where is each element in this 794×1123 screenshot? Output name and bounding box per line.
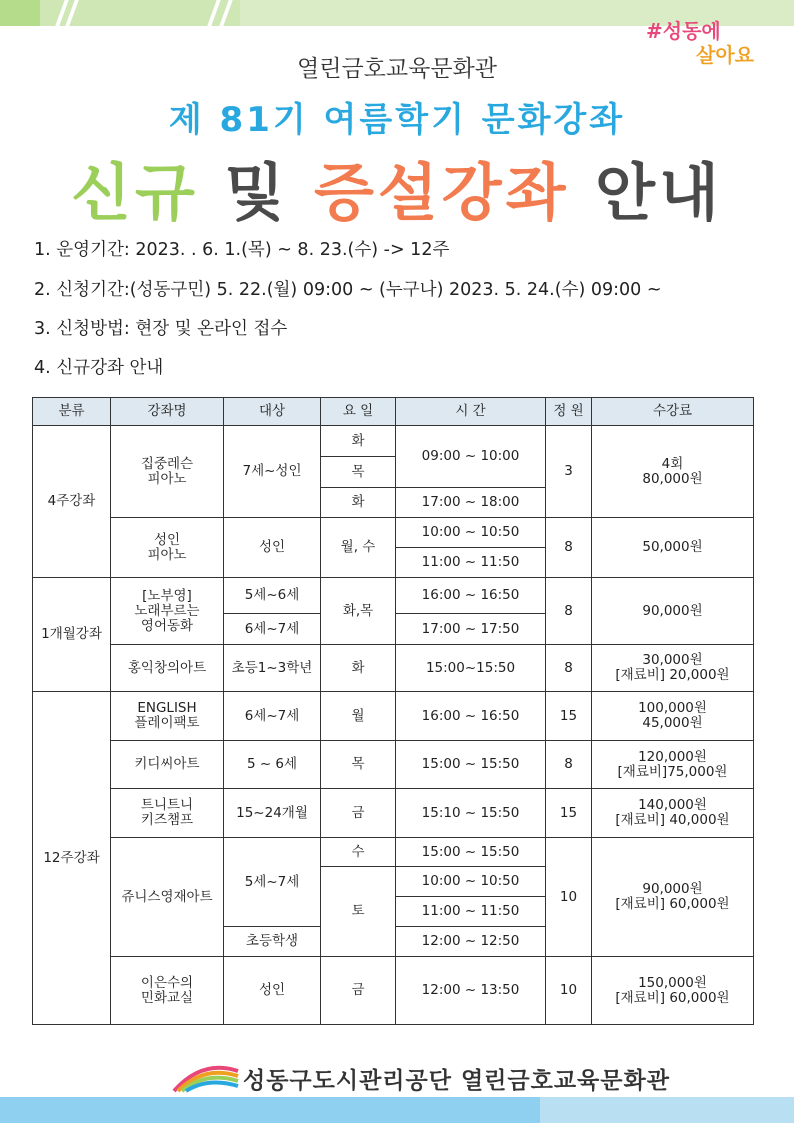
capacity-cell: 10 xyxy=(546,838,592,957)
fee-cell: 140,000원 [재료비] 40,000원 xyxy=(592,789,754,838)
target-cell: 6세~7세 xyxy=(224,692,321,741)
bottom-decorative-bar xyxy=(0,1097,794,1123)
day-cell: 월 xyxy=(321,692,396,741)
table-row xyxy=(33,789,754,838)
col-header-fee: 수강료 xyxy=(592,398,754,426)
time-cell: 16:00 ~ 16:50 xyxy=(396,578,546,614)
course-name: 이은수의 민화교실 xyxy=(111,957,224,1025)
time-cell: 11:00 ~ 11:50 xyxy=(396,897,546,927)
course-schedule-table xyxy=(32,397,754,1025)
target-cell: 6세~7세 xyxy=(224,614,321,645)
col-header-day: 요 일 xyxy=(321,398,396,426)
fee-cell: 150,000원 [재료비] 60,000원 xyxy=(592,957,754,1025)
fee-cell: 50,000원 xyxy=(592,518,754,578)
capacity-cell: 15 xyxy=(546,789,592,838)
target-cell: 5세~7세 xyxy=(224,838,321,927)
page-title xyxy=(0,143,794,232)
day-cell: 금 xyxy=(321,789,396,838)
course-name: 트니트니 키즈챔프 xyxy=(111,789,224,838)
col-header-time: 시 간 xyxy=(396,398,546,426)
table-row xyxy=(33,692,754,741)
time-cell: 09:00 ~ 10:00 xyxy=(396,426,546,488)
target-cell: 성인 xyxy=(224,957,321,1025)
course-name: [노부영] 노래부르는 영어동화 xyxy=(111,578,224,645)
day-cell: 금 xyxy=(321,957,396,1025)
page-subtitle: 제 81기 여름학기 문화강좌 xyxy=(168,100,626,140)
info-new-courses: 4. 신규강좌 안내 xyxy=(34,358,164,378)
table-header-row xyxy=(33,398,754,426)
time-cell: 15:00 ~ 15:50 xyxy=(396,838,546,867)
target-cell: 15~24개월 xyxy=(224,789,321,838)
time-cell: 17:00 ~ 18:00 xyxy=(396,488,546,518)
day-cell: 화 xyxy=(321,426,396,457)
target-cell: 5세~6세 xyxy=(224,578,321,614)
fee-cell: 90,000원 xyxy=(592,578,754,645)
svg-text:#성동에: #성동에 xyxy=(646,19,721,43)
info-application-period: 2. 신청기간:(성동구민) 5. 22.(월) 09:00 ~ (누구나) 2023. 5. 24.(수) 09:00 ~ xyxy=(34,280,662,300)
day-cell: 목 xyxy=(321,457,396,488)
day-cell: 화,목 xyxy=(321,578,396,645)
capacity-cell: 8 xyxy=(546,645,592,692)
target-cell: 5 ~ 6세 xyxy=(224,741,321,789)
capacity-cell: 3 xyxy=(546,426,592,518)
title-guide: 안내 xyxy=(595,156,723,229)
day-cell: 화 xyxy=(321,488,396,518)
capacity-cell: 8 xyxy=(546,741,592,789)
category-cell: 4주강좌 xyxy=(33,426,111,578)
fee-cell: 90,000원 [재료비] 60,000원 xyxy=(592,838,754,957)
table-row xyxy=(33,645,754,692)
course-name: 성인 피아노 xyxy=(111,518,224,578)
course-name: 키디씨아트 xyxy=(111,741,224,789)
title-expanded-courses: 증설강좌 xyxy=(313,156,570,229)
category-cell: 12주강좌 xyxy=(33,692,111,1025)
time-cell: 15:10 ~ 15:50 xyxy=(396,789,546,838)
time-cell: 15:00~15:50 xyxy=(396,645,546,692)
course-name: 홍익창의아트 xyxy=(111,645,224,692)
target-cell: 7세~성인 xyxy=(224,426,321,518)
target-cell: 초등학생 xyxy=(224,927,321,957)
info-period: 1. 운영기간: 2023. . 6. 1.(목) ~ 8. 23.(수) -> 12주 xyxy=(34,240,450,260)
footer-org-text: 성동구도시관리공단 열린금호교육문화관 xyxy=(243,1068,670,1094)
rainbow-logo-icon xyxy=(172,1061,242,1093)
time-cell: 12:00 ~ 13:50 xyxy=(396,957,546,1025)
fee-cell: 30,000원 [재료비] 20,000원 xyxy=(592,645,754,692)
time-cell: 11:00 ~ 11:50 xyxy=(396,548,546,578)
title-and: 및 xyxy=(224,156,289,229)
time-cell: 16:00 ~ 16:50 xyxy=(396,692,546,741)
category-cell: 1개월강좌 xyxy=(33,578,111,692)
fee-cell: 120,000원 [재료비]75,000원 xyxy=(592,741,754,789)
day-cell: 목 xyxy=(321,741,396,789)
course-name: 쥬니스영재아트 xyxy=(111,838,224,957)
table-row xyxy=(33,741,754,789)
time-cell: 10:00 ~ 10:50 xyxy=(396,867,546,897)
title-new: 신규 xyxy=(71,156,199,229)
day-cell: 월, 수 xyxy=(321,518,396,578)
time-cell: 12:00 ~ 12:50 xyxy=(396,927,546,957)
footer xyxy=(0,1055,794,1095)
target-cell: 성인 xyxy=(224,518,321,578)
fee-cell: 100,000원 45,000원 xyxy=(592,692,754,741)
info-application-method: 3. 신청방법: 현장 및 온라인 접수 xyxy=(34,319,288,339)
col-header-category: 분류 xyxy=(33,398,111,426)
fee-cell: 4회 80,000원 xyxy=(592,426,754,518)
col-header-course: 강좌명 xyxy=(111,398,224,426)
table-row xyxy=(33,838,754,867)
capacity-cell: 8 xyxy=(546,578,592,645)
table-row xyxy=(33,518,754,548)
table-row xyxy=(33,578,754,614)
day-cell: 화 xyxy=(321,645,396,692)
col-header-target: 대상 xyxy=(224,398,321,426)
capacity-cell: 8 xyxy=(546,518,592,578)
capacity-cell: 10 xyxy=(546,957,592,1025)
time-cell: 10:00 ~ 10:50 xyxy=(396,518,546,548)
time-cell: 15:00 ~ 15:50 xyxy=(396,741,546,789)
col-header-capacity: 정 원 xyxy=(546,398,592,426)
time-cell: 17:00 ~ 17:50 xyxy=(396,614,546,645)
table-row xyxy=(33,957,754,1025)
day-cell: 토 xyxy=(321,867,396,957)
day-cell: 수 xyxy=(321,838,396,867)
org-name: 열린금호교육문화관 xyxy=(297,56,497,82)
capacity-cell: 15 xyxy=(546,692,592,741)
course-name: 집중레슨 피아노 xyxy=(111,426,224,518)
course-name: ENGLISH 플레이팩토 xyxy=(111,692,224,741)
table-row xyxy=(33,426,754,457)
svg-text:살아요: 살아요 xyxy=(696,43,754,67)
target-cell: 초등1~3학년 xyxy=(224,645,321,692)
